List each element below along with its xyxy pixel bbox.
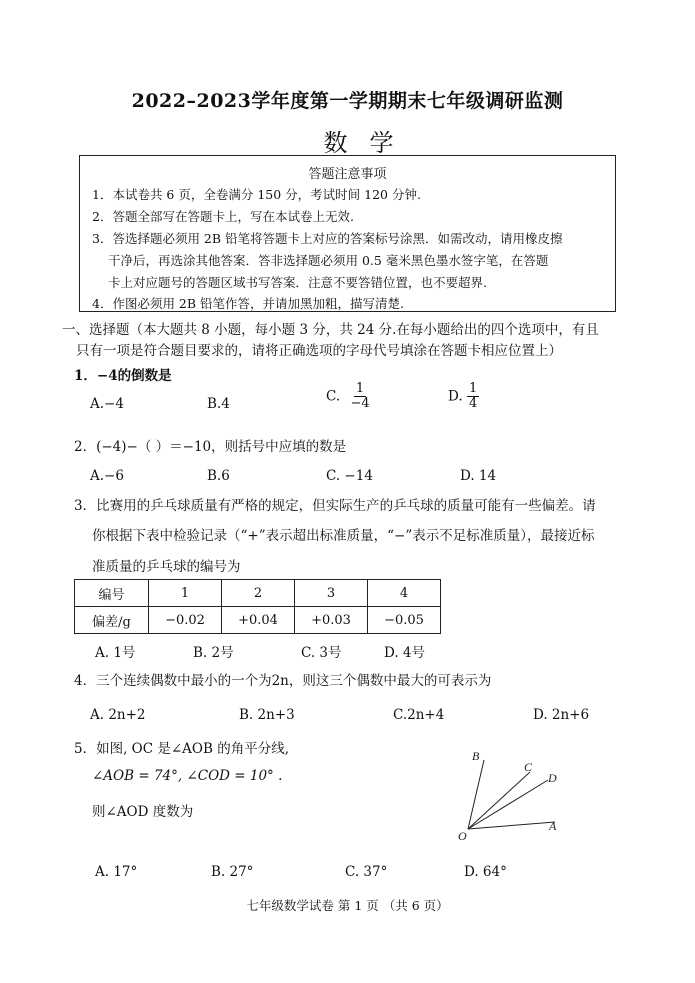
q3-option-c: C. 3号 (301, 645, 342, 661)
notice-item: 4．作图必须用 2B 铅笔作答，并请加黑加粗，描写清楚. (92, 296, 405, 311)
q1-d-numerator: 1 (468, 381, 478, 396)
notice-item: 3．答选择题必须用 2B 铅笔将答题卡上对应的答案标号涂黑．如需改动，请用橡皮擦 (92, 231, 563, 246)
table-row (75, 607, 441, 634)
question-1-stem: 1．−4的倒数是 (74, 368, 172, 384)
label-c: C (524, 760, 533, 774)
question-5-line3: 则∠AOD 度数为 (92, 804, 194, 820)
q1-option-c-label: C. (326, 388, 341, 405)
q1-d-denominator: 4 (468, 396, 478, 412)
exam-title: 2022–2023学年度第一学期期末七年级调研监测 (131, 90, 564, 112)
ray-od (468, 780, 548, 829)
question-3-line3: 准质量的乒乓球的编号为 (92, 559, 241, 575)
page-footer: 七年级数学试卷 第 1 页 （共 6 页） (246, 898, 449, 913)
question-3-line2: 你根据下表中检验记录（“+”表示超出标准质量，“−”表示不足标准质量），最接近标 (92, 528, 595, 544)
notice-box (79, 155, 616, 312)
table-cell: 偏差/g (75, 607, 149, 634)
notice-item: 1．本试卷共 6 页，全卷满分 150 分，考试时间 120 分钟. (92, 187, 421, 202)
table-cell: 1 (149, 580, 222, 607)
q4-option-b: B. 2n+3 (239, 707, 295, 723)
question-2-stem: 2．(−4)−（ ）＝−10，则括号中应填的数是 (74, 439, 347, 455)
table-cell: −0.02 (149, 607, 222, 634)
ray-oc (468, 772, 530, 829)
q2-option-c: C. −14 (326, 468, 373, 484)
q2-option-d: D. 14 (460, 468, 497, 484)
q2-option-a: A.−6 (90, 468, 124, 484)
q1-option-a: A.−4 (90, 396, 124, 412)
q3-option-a: A. 1号 (95, 645, 136, 661)
q2-option-b: B.6 (207, 468, 230, 484)
q1-option-b: B.4 (207, 396, 230, 412)
notice-item: 卡上对应题号的答题区域书写答案．注意不要答错位置，也不要超界. (108, 275, 487, 290)
label-a: A (549, 819, 557, 833)
table-cell: 4 (368, 580, 441, 607)
subject-title: 数学 (323, 129, 416, 157)
notice-item: 干净后，再选涂其他答案．答非选择题必须用 0.5 毫米黑色墨水签字笔，在答题 (108, 253, 549, 268)
q1-c-numerator: 1 (355, 381, 365, 396)
label-d: D (548, 771, 557, 785)
ray-ob (468, 760, 484, 829)
q5-option-d: D. 64° (464, 864, 507, 880)
table-cell: 2 (222, 580, 295, 607)
table-cell: 3 (295, 580, 368, 607)
q4-option-d: D. 2n+6 (533, 707, 590, 723)
table-cell: −0.05 (368, 607, 441, 634)
label-b: B (472, 749, 480, 763)
question-3-line1: 3．比赛用的乒乓球质量有严格的规定，但实际生产的乒乓球的质量可能有一些偏差。请 (74, 498, 596, 514)
notice-item: 2．答题全部写在答题卡上，写在本试卷上无效. (92, 209, 354, 224)
q3-option-d: D. 4号 (384, 645, 426, 661)
notice-heading: 答题注意事项 (308, 167, 387, 182)
table-row (75, 580, 441, 607)
question-5-line1: 5．如图, OC 是∠AOB 的角平分线, (74, 741, 289, 757)
q4-option-c: C.2n+4 (393, 707, 445, 723)
q3-option-b: B. 2号 (193, 645, 234, 661)
q1-option-d (448, 382, 479, 412)
q5-option-c: C. 37° (345, 864, 388, 880)
section-instructions-line1: 一、选择题（本大题共 8 小题，每小题 3 分，共 24 分.在每小题给出的四个选项中，有且 (62, 322, 599, 338)
label-o: O (458, 829, 467, 843)
section-instructions-line2: 只有一项是符合题目要求的，请将正确选项的字母代号填涂在答题卡相应位置上） (76, 343, 562, 359)
q1-option-c (326, 382, 372, 412)
q1-c-denominator: −4 (350, 396, 370, 412)
q1-option-d-label: D. (448, 388, 463, 405)
table-cell: +0.03 (295, 607, 368, 634)
ray-oa (468, 822, 555, 829)
table-cell: +0.04 (222, 607, 295, 634)
q4-option-a: A. 2n+2 (90, 707, 146, 723)
table-cell: 编号 (75, 580, 149, 607)
angle-figure (450, 740, 580, 845)
q5-option-b: B. 27° (211, 864, 254, 880)
question-4-stem: 4．三个连续偶数中最小的一个为2n，则这三个偶数中最大的可表示为 (74, 673, 492, 689)
q5-option-a: A. 17° (95, 864, 138, 880)
question-5-line2: ∠AOB = 74°, ∠COD = 10° . (92, 768, 283, 784)
deviation-table (74, 579, 441, 634)
